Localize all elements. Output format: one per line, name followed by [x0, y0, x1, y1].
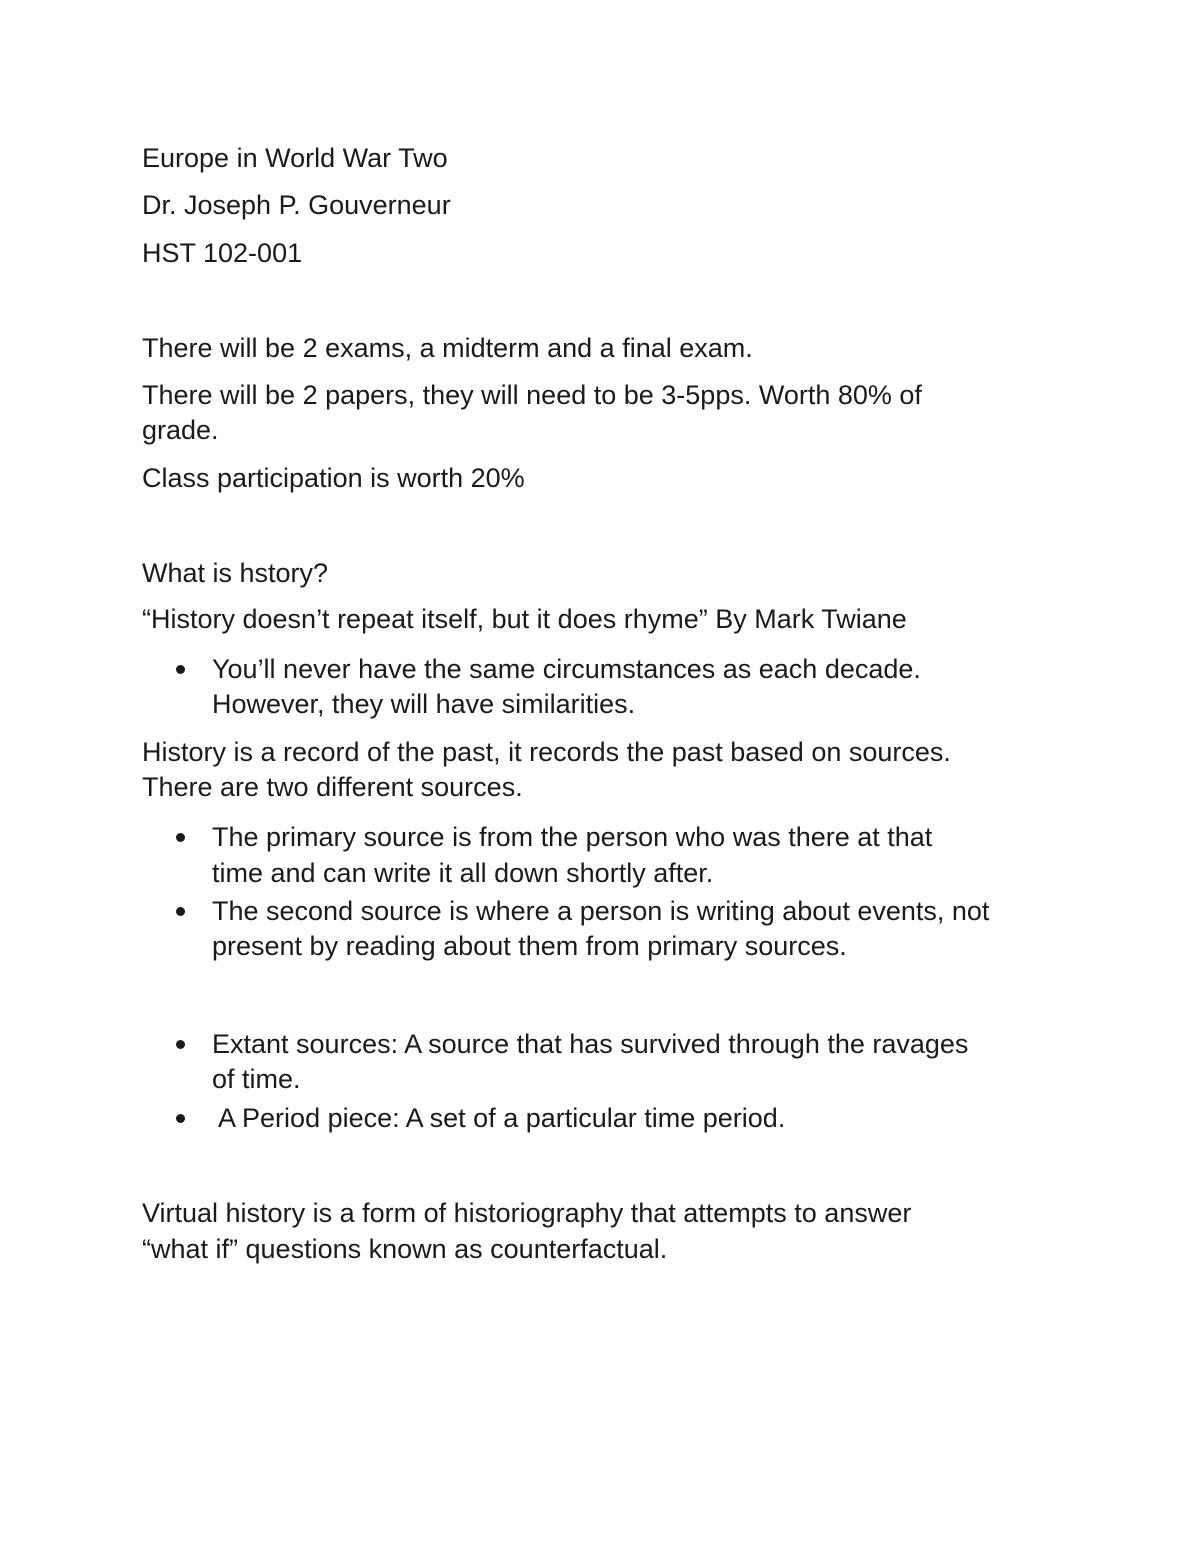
bullet-icon [176, 1040, 185, 1049]
record-text-line2: There are two different sources. [142, 772, 523, 802]
second-source-line1: The second source is where a person is writing about events, not [212, 896, 990, 926]
extant-sources-line2: of time. [212, 1064, 301, 1094]
bullet-icon [176, 665, 185, 674]
bullet1-line1: You’ll never have the same circumstances as each decade. [212, 654, 921, 684]
virtual-history-line2: “what if” questions known as counterfactual. [142, 1234, 668, 1264]
period-piece-text: A Period piece: A set of a particular time period. [212, 1103, 786, 1133]
bullet1-line2: However, they will have similarities. [212, 689, 636, 719]
second-source-line2: present by reading about them from primary sources. [212, 931, 847, 961]
papers-text-line1: There will be 2 papers, they will need to be 3-5pps. Worth 80% of [142, 380, 922, 410]
exams-text: There will be 2 exams, a midterm and a final exam. [142, 333, 753, 363]
instructor-name: Dr. Joseph P. Gouverneur [142, 190, 451, 220]
history-quote: “History doesn’t repeat itself, but it does rhyme” By Mark Twiane [142, 604, 907, 634]
history-question: What is hstory? [142, 558, 329, 588]
bullet-icon [176, 907, 185, 916]
extant-sources-line1: Extant sources: A source that has survived through the ravages [212, 1029, 969, 1059]
primary-source-line1: The primary source is from the person who was there at that [212, 822, 933, 852]
course-title: Europe in World War Two [142, 143, 448, 173]
papers-text-line2: grade. [142, 415, 219, 445]
participation-text: Class participation is worth 20% [142, 463, 525, 493]
bullet-icon [176, 1114, 185, 1123]
course-code: HST 102-001 [142, 238, 303, 268]
virtual-history-line1: Virtual history is a form of historiography that attempts to answer [142, 1198, 912, 1228]
bullet-icon [176, 833, 185, 842]
primary-source-line2: time and can write it all down shortly after. [212, 858, 714, 888]
record-text-line1: History is a record of the past, it records the past based on sources. [142, 737, 951, 767]
